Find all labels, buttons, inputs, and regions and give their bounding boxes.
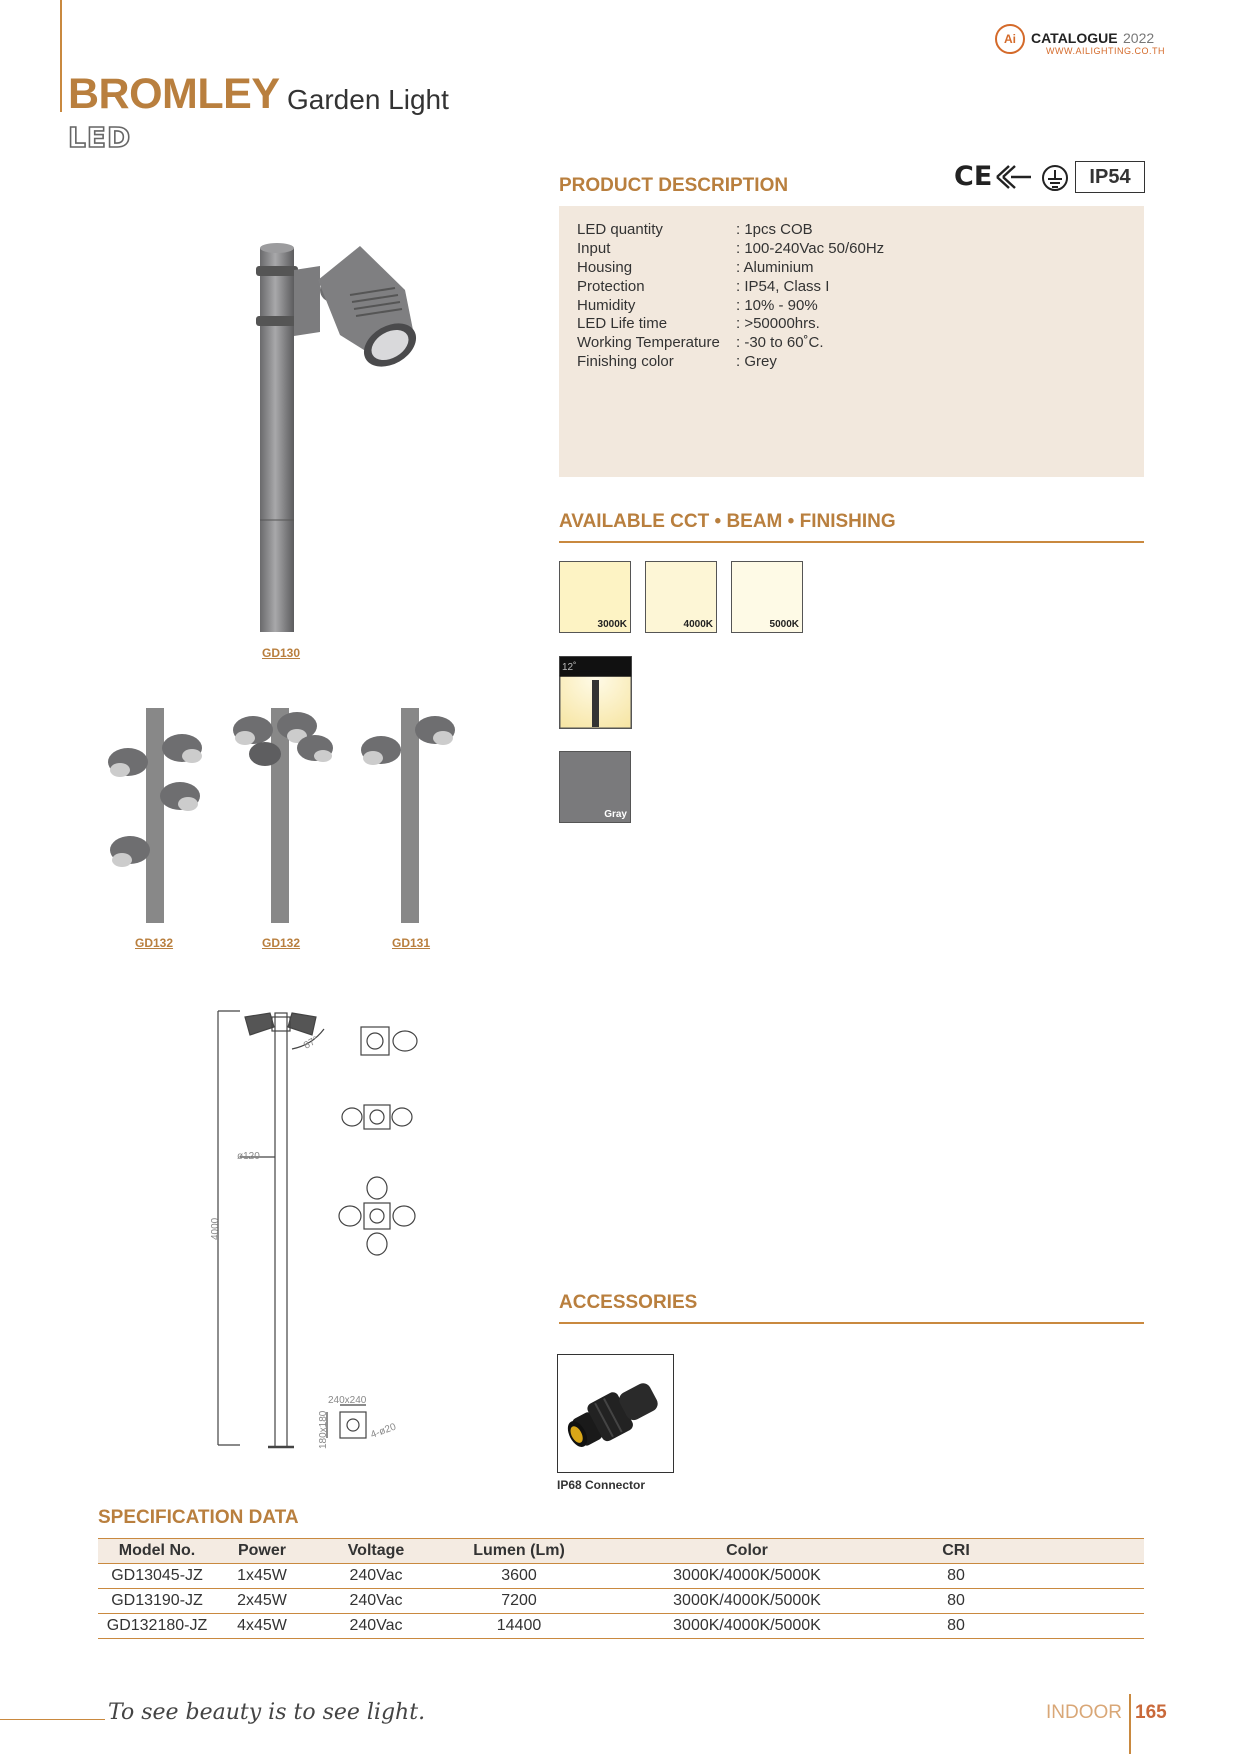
product-description-box: LED quantity : 1pcs COB Input : 100-240Vac 50/60Hz Housing : Aluminium Protection : IP54, Class I Humidity : 10% - 90% LED Life time : >50000hrs. Working Temperature : -30 to 60˚C. Finishing color : Grey <box>559 206 1144 477</box>
available-heading: AVAILABLE CCT • BEAM • FINISHING <box>559 511 896 532</box>
ukca-mark-icon <box>993 164 1033 190</box>
ai-logo-icon: Ai <box>995 24 1025 54</box>
product-title: BROMLEY <box>68 70 280 118</box>
footer-rule <box>0 1719 105 1720</box>
table-cell: 3000K/4000K/5000K <box>594 1614 900 1639</box>
earth-ground-icon <box>1041 164 1069 192</box>
technical-drawing <box>200 1005 450 1460</box>
table-cell: GD132180-JZ <box>98 1614 216 1639</box>
drawing-diameter-label: ø120 <box>237 1151 260 1162</box>
column-header: Lumen (Lm) <box>444 1539 594 1564</box>
column-header-spacer <box>1012 1539 1144 1564</box>
variant-caption-2[interactable]: GD132 <box>262 936 301 950</box>
table-cell: GD13045-JZ <box>98 1564 216 1589</box>
gd130-caption[interactable]: GD130 <box>262 646 301 660</box>
table-cell: 4x45W <box>216 1614 308 1639</box>
catalogue-url: WWW.AILIGHTING.CO.TH <box>1046 46 1165 56</box>
led-badge: LED <box>68 121 132 154</box>
cct-swatch-3000k[interactable]: 3000K <box>559 561 631 633</box>
variant-caption-3[interactable]: GD131 <box>392 936 431 950</box>
catalogue-year: 2022 <box>1123 30 1155 46</box>
gd132-cluster-variant-image <box>225 700 335 925</box>
spec-data-table <box>98 1538 1144 1639</box>
accessories-rule <box>559 1322 1144 1324</box>
table-header-row <box>98 1539 1144 1564</box>
ip-rating-badge: IP54 <box>1075 161 1145 193</box>
gd130-product-image <box>230 240 450 635</box>
ip68-connector-icon <box>558 1355 673 1472</box>
finish-swatch-gray[interactable]: Gray <box>559 751 631 823</box>
table-cell: 240Vac <box>308 1564 444 1589</box>
table-cell-spacer <box>1012 1614 1144 1639</box>
table-cell-spacer <box>1012 1589 1144 1614</box>
cct-swatch-5000k[interactable]: 5000K <box>731 561 803 633</box>
accessory-label: IP68 Connector <box>557 1478 646 1492</box>
spec-data-heading: SPECIFICATION DATA <box>98 1507 299 1528</box>
drawing-height-label: 4000 <box>210 1217 221 1240</box>
drawing-base-side-label: 180x180 <box>318 1410 329 1449</box>
table-cell-spacer <box>1012 1564 1144 1589</box>
cct-swatch-4000k[interactable]: 4000K <box>645 561 717 633</box>
column-header: Voltage <box>308 1539 444 1564</box>
accessories-heading: ACCESSORIES <box>559 1292 698 1313</box>
gd131-variant-image <box>355 700 465 925</box>
table-cell: 2x45W <box>216 1589 308 1614</box>
product-description-heading: PRODUCT DESCRIPTION <box>559 175 789 196</box>
table-row <box>98 1589 1144 1614</box>
ce-mark-icon: CE <box>954 161 993 192</box>
table-cell: 3000K/4000K/5000K <box>594 1564 900 1589</box>
product-subtitle: Garden Light <box>287 84 449 115</box>
drawing-base-label: 240x240 <box>328 1395 367 1406</box>
footer-tagline: To see beauty is to see light. <box>108 1700 426 1725</box>
table-cell: 240Vac <box>308 1614 444 1639</box>
column-header: Color <box>594 1539 900 1564</box>
table-row <box>98 1564 1144 1589</box>
drawing-holes-label: 4-ø20 <box>369 1421 398 1441</box>
accessory-image-frame[interactable] <box>557 1354 674 1473</box>
column-header: CRI <box>900 1539 1012 1564</box>
table-cell: 1x45W <box>216 1564 308 1589</box>
table-cell: 80 <box>900 1589 1012 1614</box>
table-cell: 3000K/4000K/5000K <box>594 1589 900 1614</box>
table-cell: 240Vac <box>308 1589 444 1614</box>
table-cell: 14400 <box>444 1614 594 1639</box>
gd132-variant-image <box>100 700 210 925</box>
table-cell: GD13190-JZ <box>98 1589 216 1614</box>
available-rule <box>559 541 1144 543</box>
table-cell: 80 <box>900 1564 1012 1589</box>
variant-caption-1[interactable]: GD132 <box>135 936 174 950</box>
column-header: Power <box>216 1539 308 1564</box>
beam-angle-icon[interactable] <box>559 656 632 729</box>
column-header: Model No. <box>98 1539 216 1564</box>
footer-section-label: INDOOR <box>1046 1702 1122 1723</box>
page-number: 165 <box>1135 1702 1167 1723</box>
table-cell: 7200 <box>444 1589 594 1614</box>
beam-angle-label: 12˚ <box>562 662 577 673</box>
header-accent-rule <box>60 0 62 112</box>
table-cell: 80 <box>900 1614 1012 1639</box>
table-cell: 3600 <box>444 1564 594 1589</box>
table-row <box>98 1614 1144 1639</box>
catalogue-label: CATALOGUE <box>1031 30 1118 46</box>
footer-divider <box>1129 1694 1131 1754</box>
drawing-angle-label: 87° <box>302 1034 321 1052</box>
